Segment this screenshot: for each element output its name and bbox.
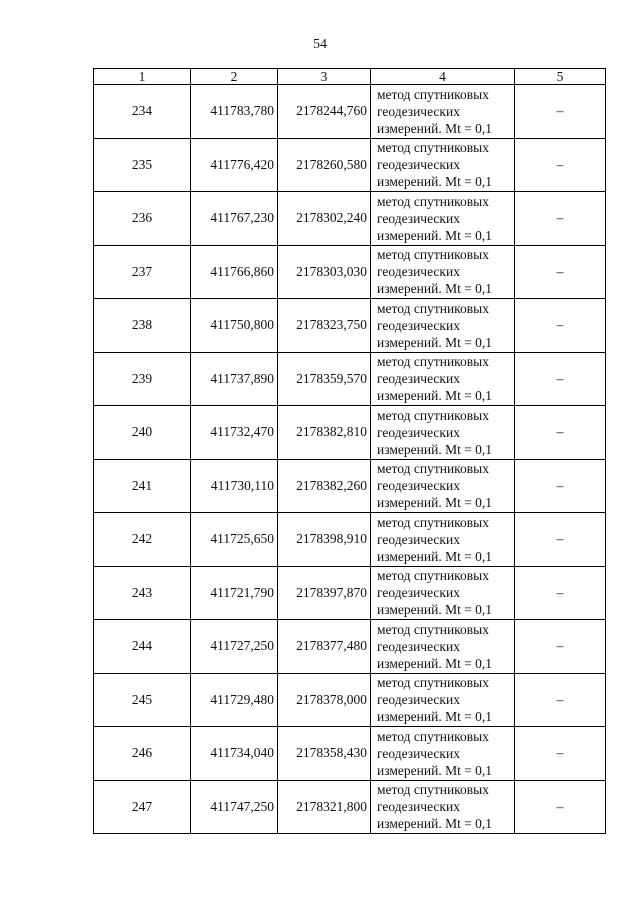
method-line: метод спутниковых [377,568,489,584]
method-line: геодезических [377,157,460,173]
table-row [94,513,606,567]
y-coordinate-cell: 2178398,910 [278,513,371,567]
table-row [94,727,606,781]
note-cell: – [515,192,606,246]
method-line: метод спутниковых [377,247,489,263]
method-line: измерений. Mt = 0,1 [377,334,493,350]
method-line: измерений. Mt = 0,1 [377,495,493,511]
x-coordinate-cell: 411734,040 [191,727,278,781]
table-row [94,620,606,674]
note-cell: – [515,673,606,727]
method-line: измерений. Mt = 0,1 [377,281,493,297]
method-cell [371,406,515,460]
method-cell [371,513,515,567]
y-coordinate-cell: 2178397,870 [278,566,371,620]
method-line: геодезических [377,692,460,708]
note-cell: – [515,299,606,353]
point-number-cell: 239 [94,352,191,406]
method-line: измерений. Mt = 0,1 [377,655,493,671]
point-number-cell: 234 [94,85,191,139]
method-line: измерений. Mt = 0,1 [377,227,493,243]
note-cell: – [515,245,606,299]
method-line: геодезических [377,103,460,119]
method-cell [371,727,515,781]
table-row [94,352,606,406]
method-line: геодезических [377,371,460,387]
method-line: измерений. Mt = 0,1 [377,548,493,564]
y-coordinate-cell: 2178358,430 [278,727,371,781]
method-cell [371,138,515,192]
point-number-cell: 240 [94,406,191,460]
x-coordinate-cell: 411766,860 [191,245,278,299]
note-cell: – [515,620,606,674]
method-cell [371,299,515,353]
method-line: измерений. Mt = 0,1 [377,441,493,457]
method-cell [371,192,515,246]
x-coordinate-cell: 411730,110 [191,459,278,513]
method-line: измерений. Mt = 0,1 [377,120,493,136]
point-number-cell: 243 [94,566,191,620]
table-body [94,85,606,834]
method-line: геодезических [377,478,460,494]
method-line: метод спутниковых [377,193,489,209]
column-header: 4 [371,69,515,85]
table-row [94,406,606,460]
method-line: метод спутниковых [377,461,489,477]
y-coordinate-cell: 2178377,480 [278,620,371,674]
point-number-cell: 247 [94,780,191,834]
method-line: геодезических [377,317,460,333]
method-cell [371,352,515,406]
x-coordinate-cell: 411721,790 [191,566,278,620]
table-row [94,673,606,727]
method-cell [371,620,515,674]
method-line: измерений. Mt = 0,1 [377,816,493,832]
method-cell [371,566,515,620]
column-header: 2 [191,69,278,85]
note-cell: – [515,138,606,192]
method-line: метод спутниковых [377,354,489,370]
method-cell [371,459,515,513]
method-line: метод спутниковых [377,300,489,316]
header-row [94,69,606,85]
y-coordinate-cell: 2178321,800 [278,780,371,834]
method-line: измерений. Mt = 0,1 [377,602,493,618]
method-line: метод спутниковых [377,728,489,744]
x-coordinate-cell: 411725,650 [191,513,278,567]
y-coordinate-cell: 2178260,580 [278,138,371,192]
method-line: метод спутниковых [377,407,489,423]
table-row [94,138,606,192]
method-line: измерений. Mt = 0,1 [377,174,493,190]
method-line: измерений. Mt = 0,1 [377,762,493,778]
method-line: метод спутниковых [377,86,489,102]
y-coordinate-cell: 2178323,750 [278,299,371,353]
x-coordinate-cell: 411750,800 [191,299,278,353]
note-cell: – [515,513,606,567]
point-number-cell: 235 [94,138,191,192]
method-line: измерений. Mt = 0,1 [377,388,493,404]
y-coordinate-cell: 2178382,810 [278,406,371,460]
y-coordinate-cell: 2178303,030 [278,245,371,299]
point-number-cell: 237 [94,245,191,299]
point-number-cell: 245 [94,673,191,727]
y-coordinate-cell: 2178378,000 [278,673,371,727]
method-line: метод спутниковых [377,140,489,156]
method-line: геодезических [377,264,460,280]
method-line: геодезических [377,424,460,440]
x-coordinate-cell: 411732,470 [191,406,278,460]
note-cell: – [515,352,606,406]
column-header: 5 [515,69,606,85]
y-coordinate-cell: 2178244,760 [278,85,371,139]
x-coordinate-cell: 411776,420 [191,138,278,192]
method-line: геодезических [377,531,460,547]
x-coordinate-cell: 411727,250 [191,620,278,674]
column-header: 3 [278,69,371,85]
method-line: измерений. Mt = 0,1 [377,709,493,725]
column-header: 1 [94,69,191,85]
method-line: геодезических [377,585,460,601]
method-cell [371,85,515,139]
table-row [94,780,606,834]
method-line: метод спутниковых [377,675,489,691]
x-coordinate-cell: 411783,780 [191,85,278,139]
method-line: метод спутниковых [377,514,489,530]
note-cell: – [515,459,606,513]
method-line: метод спутниковых [377,782,489,798]
note-cell: – [515,85,606,139]
table-row [94,245,606,299]
method-line: геодезических [377,638,460,654]
coordinates-table [93,68,606,834]
point-number-cell: 246 [94,727,191,781]
note-cell: – [515,566,606,620]
y-coordinate-cell: 2178382,260 [278,459,371,513]
table-row [94,85,606,139]
point-number-cell: 241 [94,459,191,513]
table-row [94,459,606,513]
point-number-cell: 242 [94,513,191,567]
note-cell: – [515,727,606,781]
method-cell [371,780,515,834]
table-header [94,69,606,85]
point-number-cell: 238 [94,299,191,353]
method-line: метод спутниковых [377,621,489,637]
page-number: 54 [313,37,327,52]
x-coordinate-cell: 411737,890 [191,352,278,406]
method-cell [371,673,515,727]
method-line: геодезических [377,210,460,226]
note-cell: – [515,406,606,460]
table-row [94,192,606,246]
table-row [94,566,606,620]
y-coordinate-cell: 2178302,240 [278,192,371,246]
point-number-cell: 244 [94,620,191,674]
method-cell [371,245,515,299]
y-coordinate-cell: 2178359,570 [278,352,371,406]
method-line: геодезических [377,745,460,761]
x-coordinate-cell: 411729,480 [191,673,278,727]
point-number-cell: 236 [94,192,191,246]
method-line: геодезических [377,799,460,815]
note-cell: – [515,780,606,834]
x-coordinate-cell: 411747,250 [191,780,278,834]
x-coordinate-cell: 411767,230 [191,192,278,246]
table-row [94,299,606,353]
